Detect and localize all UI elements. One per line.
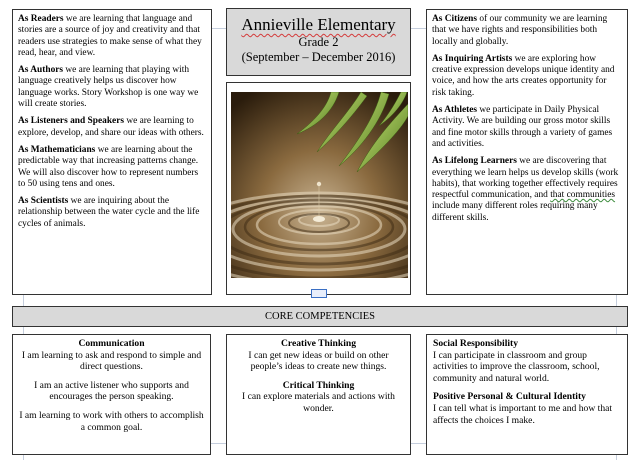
right-column-box [426,9,628,295]
core-competencies-title: CORE COMPETENCIES [265,311,375,322]
right-item-lifelong [432,156,622,224]
heading-artists: As Inquiring Artists [432,53,513,64]
text-artists: we are exploring how creative expression develops unique identity and voice, and how the arts creates opportunity for risk taking. [432,53,615,98]
heading-citizens: As Citizens [432,14,478,24]
heading-scientists: As Scientists [18,196,69,207]
thinking-box [226,334,411,455]
text-scientists: we are inquiring about the relationship between the water cycle and the life cycles of animals. [18,196,200,229]
water-ripple-photo [231,92,408,278]
text-mathematicians: we are learning about the predictable way that increasing patterns change. We will also discover how to represent numbers to 50 using tens and ones. [18,144,199,189]
text-lifelong-a: we are discovering that everything we learn helps us develop skills (work habits), that working together effectively requires respectful communication, and [432,156,619,201]
creative-thinking-text: I can get new ideas or build on other people’s ideas to create new things. [248,349,389,373]
identity-heading: Positive Personal & Cultural Identity [433,391,586,403]
text-authors: we are learning that playing with language creatively helps us discover how language works. Story Workshop is one way we will create stories. [18,65,199,110]
critical-thinking-text: I can explore materials and actions with wonder. [242,391,395,414]
social-responsibility-heading: Social Responsibility [433,338,519,349]
social-responsibility-text: I can participate in classroom and group activities to improve the classroom, school, community and natural world. [433,349,600,384]
communication-line-2: I am an active listener who supports and encourages the person speaking. [34,379,189,403]
identity-text: I can tell what is important to me and how that affects the choices I make. [433,402,613,426]
core-competencies-bar [12,306,628,327]
title-box [226,8,411,76]
left-item-readers [18,14,206,59]
social-box [426,334,628,455]
communication-line-3: I am learning to work with others to accomplish a common goal. [19,409,204,433]
communication-heading: Communication [78,338,145,349]
grade-label: Grade 2 [298,35,339,49]
heading-mathematicians: As Mathematicians [18,144,96,155]
communication-line-1: I am learning to ask and respond to simple and direct questions. [21,349,202,373]
heading-listeners: As Listeners and Speakers [18,116,124,127]
text-lifelong-b: that communities [550,190,616,201]
term-dates: (September – December 2016) [241,50,396,64]
text-readers: we are learning that language and stories are a source of joy and creativity and that readers use strategies to make sense of what they read, hear, and view. [18,14,202,58]
left-item-scientists [18,196,206,230]
school-name [227,15,410,35]
left-column-box [12,9,212,295]
left-item-authors [18,65,206,110]
critical-thinking-heading: Critical Thinking [282,379,355,391]
left-item-mathematicians [18,145,206,190]
text-citizens: of our community we are learning that we have rights and responsibilities both locally and globally. [432,14,608,47]
left-item-listeners [18,116,206,139]
school-name-text: Annieville Elementary [241,15,396,34]
right-item-artists [432,54,622,99]
creative-thinking-heading: Creative Thinking [280,338,357,349]
text-athletes: we participate in Daily Physical Activity. We are building our gross motor skills and fine motor skills through a variety of games and activities. [432,105,613,149]
right-item-athletes [432,105,622,150]
heading-lifelong: As Lifelong Learners [432,156,517,167]
heading-authors: As Authors [18,65,64,76]
heading-athletes: As Athletes [432,105,478,116]
text-listeners: we are learning to explore, develop, and share our ideas with others. [18,116,204,138]
anchor-icon [311,289,327,298]
heading-readers: As Readers [18,14,64,24]
text-lifelong-c: include many different roles requiring many different skills. [432,201,598,223]
right-item-citizens [432,14,622,48]
communication-box [12,334,211,455]
